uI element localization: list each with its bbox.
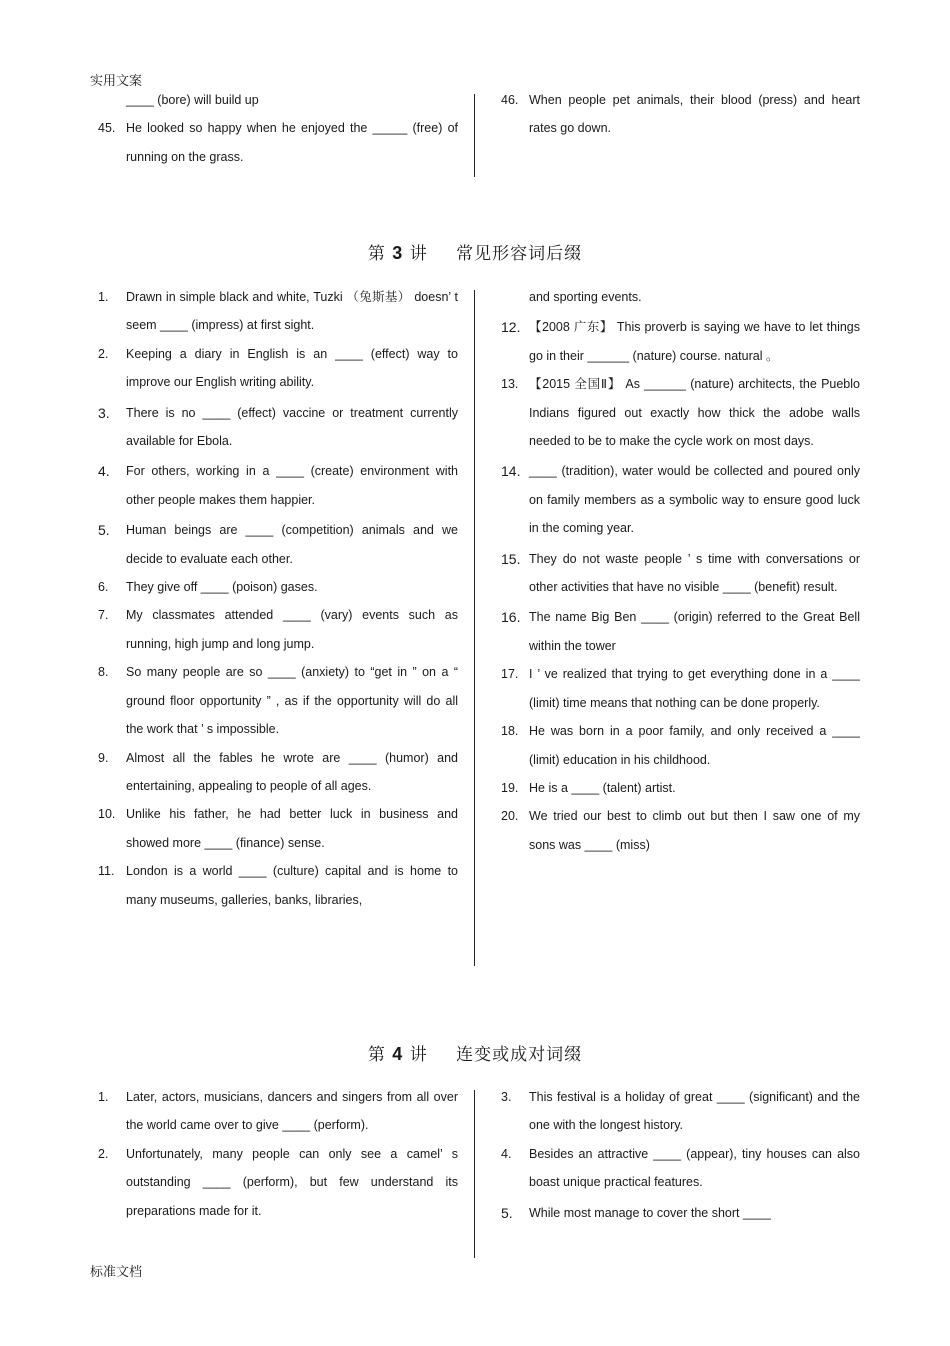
question-text: He looked so happy when he enjoyed the _____ (free) of running on the grass. bbox=[126, 121, 458, 164]
question-number: 9. bbox=[98, 750, 109, 765]
question-item bbox=[90, 857, 458, 914]
question-item bbox=[90, 573, 458, 601]
top-right-column bbox=[493, 86, 860, 143]
question-item bbox=[493, 802, 860, 859]
question-text: So many people are so ____ (anxiety) to “get in ” on a “ ground floor opportunity ” , as if the opportunity will do all the work that ’ s impossible. bbox=[126, 665, 458, 737]
question-number: 17. bbox=[501, 667, 519, 682]
question-number: 4. bbox=[501, 1146, 512, 1161]
question-item bbox=[493, 1199, 860, 1227]
question-text: There is no ____ (effect) vaccine or treatment currently available for Ebola. bbox=[126, 405, 458, 449]
question-number: 16. bbox=[501, 609, 521, 626]
question-number: 1. bbox=[98, 1090, 109, 1104]
question-number: 2. bbox=[98, 346, 109, 361]
question-text: ____ (tradition), water would be collected and poured only on family members as a symbolic way to ensure good luck in the coming year. bbox=[529, 464, 860, 536]
question-item bbox=[493, 545, 860, 602]
question-item bbox=[90, 658, 458, 743]
question-text: When people pet animals, their blood (press) and heart rates go down. bbox=[529, 93, 860, 136]
question-item bbox=[493, 1140, 860, 1197]
question-item bbox=[493, 457, 860, 542]
section-prefix: 第 bbox=[367, 1045, 386, 1065]
section-suffix: 讲 bbox=[409, 244, 428, 264]
question-item bbox=[90, 114, 458, 171]
question-number: 14. bbox=[501, 463, 521, 480]
question-item bbox=[90, 601, 458, 658]
question-number: 2. bbox=[98, 1146, 109, 1161]
question-text: This festival is a holiday of great ____ (significant) and the one with the longest history. bbox=[529, 1090, 860, 1133]
question-item bbox=[493, 283, 860, 311]
question-item bbox=[90, 744, 458, 801]
top-left-column bbox=[90, 86, 458, 171]
question-number: 6. bbox=[98, 580, 109, 595]
section3-right-column bbox=[493, 283, 860, 859]
section-suffix: 讲 bbox=[409, 1045, 428, 1065]
question-item bbox=[493, 86, 860, 143]
question-number: 45. bbox=[98, 121, 116, 136]
column-divider bbox=[474, 94, 475, 177]
question-item bbox=[493, 660, 860, 717]
question-text: My classmates attended ____ (vary) events such as running, high jump and long jump. bbox=[126, 608, 458, 651]
section-number: 3 bbox=[392, 243, 404, 263]
question-number: 3. bbox=[501, 1090, 512, 1104]
question-number: 19. bbox=[501, 780, 519, 795]
section4-left-column bbox=[90, 1083, 458, 1225]
question-item bbox=[90, 86, 458, 114]
question-text: Later, actors, musicians, dancers and singers from all over the world came over to give ____ (perform). bbox=[126, 1090, 458, 1133]
section-prefix: 第 bbox=[367, 244, 386, 264]
question-text: Human beings are ____ (competition) animals and we decide to evaluate each other. bbox=[126, 523, 458, 566]
column-divider bbox=[474, 1090, 475, 1258]
question-number: 5. bbox=[501, 1204, 513, 1221]
question-item bbox=[90, 516, 458, 573]
question-text: We tried our best to climb out but then I saw one of my sons was ____ (miss) bbox=[529, 809, 860, 852]
question-text: 【2015 全国Ⅱ】 As ______ (nature) architects, the Pueblo Indians figured out exactly how thick the adobe walls needed to be to make the cycle work on most days. bbox=[529, 377, 860, 449]
question-text: They give off ____ (poison) gases. bbox=[126, 580, 318, 595]
question-number: 46. bbox=[501, 93, 519, 107]
section-title bbox=[0, 239, 950, 264]
question-number: 12. bbox=[501, 319, 521, 336]
question-number: 8. bbox=[98, 665, 109, 680]
question-number: 11. bbox=[98, 864, 115, 879]
question-text: ____ (bore) will build up bbox=[126, 93, 259, 107]
question-number: 5. bbox=[98, 522, 110, 539]
question-item bbox=[90, 800, 458, 857]
section4-right-column bbox=[493, 1083, 860, 1227]
question-number: 7. bbox=[98, 608, 109, 623]
question-item bbox=[493, 717, 860, 774]
question-text: While most manage to cover the short ____ bbox=[529, 1205, 771, 1220]
question-number: 18. bbox=[501, 724, 519, 739]
section3-left-column bbox=[90, 283, 458, 914]
question-text: He was born in a poor family, and only received a ____ (limit) education in his childhood. bbox=[529, 724, 860, 767]
question-text: Keeping a diary in English is an ____ (effect) way to improve our English writing ability. bbox=[126, 346, 458, 390]
question-text: 【2008 广东】 This proverb is saying we have to let things go in their ______ (nature) course. natural 。 bbox=[529, 320, 860, 363]
question-text: The name Big Ben ____ (origin) referred to the Great Bell within the tower bbox=[529, 610, 860, 653]
column-divider bbox=[474, 290, 475, 966]
question-text: Unfortunately, many people can only see a camel’ s outstanding ____ (perform), but few understand its preparations made for it. bbox=[126, 1146, 458, 1218]
question-number: 10. bbox=[98, 807, 116, 822]
section-name: 常见形容词后缀 bbox=[456, 244, 583, 264]
question-item bbox=[493, 774, 860, 802]
question-number: 1. bbox=[98, 290, 109, 304]
question-text: Drawn in simple black and white, Tuzki （兔斯基） doesn’ t seem ____ (impress) at first sight. bbox=[126, 290, 458, 333]
question-number: 4. bbox=[98, 463, 110, 480]
question-text: I ’ ve realized that trying to get everything done in a ____ (limit) time means that nothing can be done properly. bbox=[529, 667, 860, 710]
question-item bbox=[90, 1140, 458, 1225]
question-item bbox=[493, 603, 860, 660]
question-text: They do not waste people ’ s time with conversations or other activities that have no visible ____ (benefit) result. bbox=[529, 551, 860, 595]
question-number: 13. bbox=[501, 377, 519, 392]
section-title bbox=[0, 1040, 950, 1065]
question-text: Almost all the fables he wrote are ____ (humor) and entertaining, appealing to people of all ages. bbox=[126, 750, 458, 793]
section-name: 连变或成对词缀 bbox=[456, 1045, 583, 1065]
question-text: For others, working in a ____ (create) environment with other people makes them happier. bbox=[126, 464, 458, 507]
question-item bbox=[90, 340, 458, 397]
question-number: 20. bbox=[501, 809, 519, 824]
question-text: He is a ____ (talent) artist. bbox=[529, 780, 676, 795]
question-text: and sporting events. bbox=[529, 290, 642, 304]
question-item bbox=[90, 283, 458, 340]
question-number: 15. bbox=[501, 550, 521, 567]
question-text: Besides an attractive ____ (appear), tiny houses can also boast unique practical features. bbox=[529, 1146, 860, 1190]
section-number: 4 bbox=[392, 1044, 404, 1064]
page-header: 实用文案 bbox=[90, 74, 143, 89]
question-item bbox=[90, 457, 458, 514]
question-item bbox=[493, 1083, 860, 1140]
question-text: London is a world ____ (culture) capital and is home to many museums, galleries, banks, libraries, bbox=[126, 864, 458, 907]
question-item bbox=[493, 370, 860, 455]
question-item bbox=[90, 399, 458, 456]
question-item bbox=[493, 313, 860, 370]
page-footer: 标准文档 bbox=[90, 1265, 143, 1280]
question-text: Unlike his father, he had better luck in business and showed more ____ (finance) sense. bbox=[126, 807, 458, 850]
question-item bbox=[90, 1083, 458, 1140]
question-number: 3. bbox=[98, 404, 110, 421]
